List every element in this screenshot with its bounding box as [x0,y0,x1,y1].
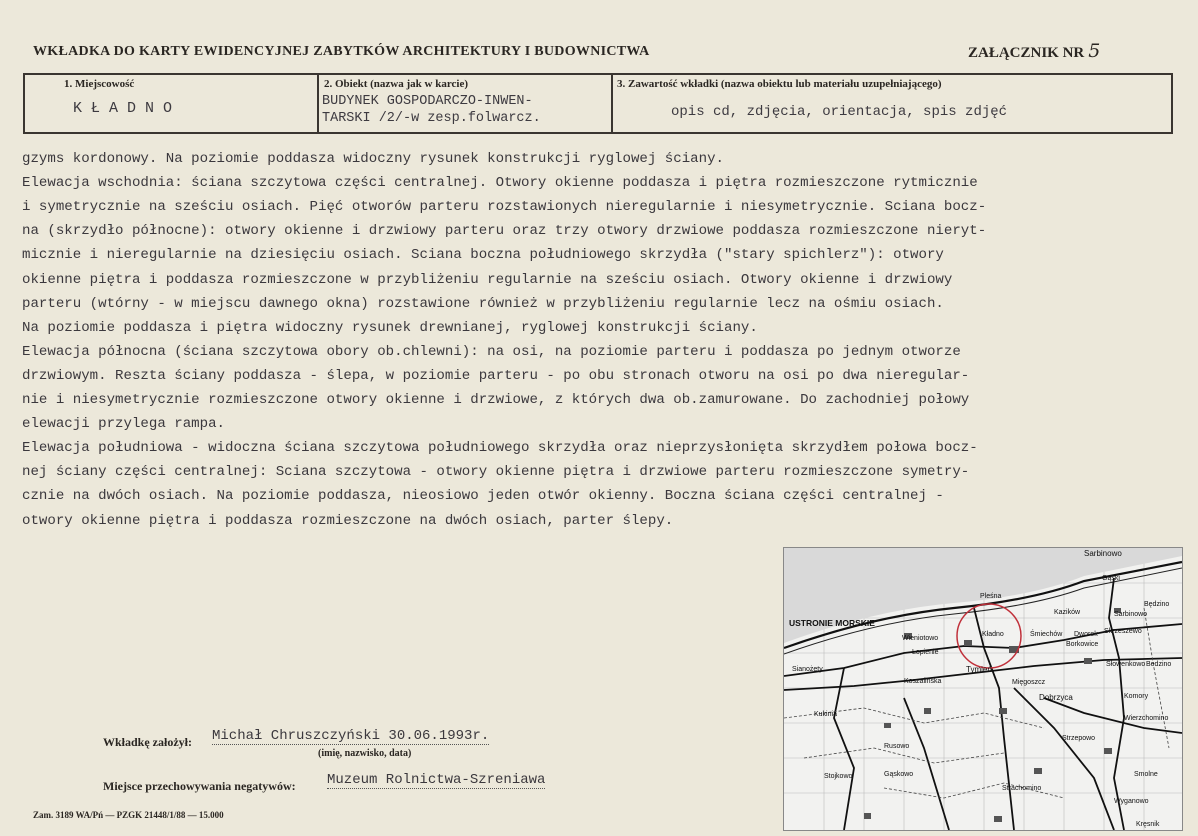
map-label: Kazików [1054,609,1081,616]
map-label: Skrzeszewo [1104,628,1142,635]
map-drawing [784,548,1182,830]
map-label: Kukinia [814,711,837,718]
description-line: nie i niesymetrycznie rozmieszczone otwory okienne i drzwiowe, z których dwa ob.zamurowane. Do zachodniej połowy [22,392,970,408]
map-label: Śmiechów [1030,631,1063,638]
field-divider [23,73,25,133]
description-line: cznie na dwóch osiach. Na poziomie poddasza, nieosiowo jeden otwór okienny. Boczna ściana części centralnej - [22,488,944,505]
field-divider [611,73,613,133]
description-line: Elewacja północna (ściana szczytowa obory ob.chlewni): na osi, na poziomie parteru i poddasza po jednym otworze [22,343,961,360]
map-label: Rusowo [884,743,910,750]
description-line: Elewacja wschodnia: ściana szczytowa części centralnej. Otwory okienne poddasza i piętra rozmieszczone rytmicznie [22,175,978,192]
document-title: WKŁADKA DO KARTY EWIDENCYJNEJ ZABYTKÓW ARCHITEKTURY I BUDOWNICTWA [33,44,650,59]
description-line: nej ściany części centralnej: Sciana szczytowa - otwory okienne piętra i drzwiowe parteru rozmieszczone symetry- [22,464,970,481]
map-label: Kręsnik [1136,821,1160,828]
field-divider [1171,73,1173,133]
annex-label-text: ZAŁĄCZNIK NR [968,45,1085,61]
map-label: Będzino [1144,601,1170,608]
map-label: Bedzino [1146,661,1172,668]
description-line: micznie i nieregularnie na dziesięciu osiach. Sciana boczna południowego skrzydła ("stary spichlerz"): otwory [22,247,944,264]
description-line: gzyms kordonowy. Na poziomie poddasza widoczny rysunek konstrukcji ryglowej ściany. [22,151,724,167]
map-label: Koszalińska [904,678,942,685]
object-value-line2: TARSKI /2/-w zesp.folwarcz. [322,111,541,126]
description-line: Elewacja południowa - widoczna ściana szczytowa południowego skrzydła oraz nieprzysłonięta skrzydłem połowa bocz- [22,440,978,457]
map-label: Gąski [1102,575,1120,582]
locality-label: 1. Miejscowość [64,78,135,90]
map-label: Wyganowo [1114,798,1149,805]
map-label: Wieniotowo [902,635,939,642]
map-label: Gąskowo [884,771,914,778]
map-label: Sarbinowo [1084,549,1122,558]
storage-value: Muzeum Rolnictwa-Szreniawa [327,772,546,788]
founded-value: Michał Chruszczyński 30.06.1993r. [212,728,490,744]
location-map [783,547,1183,831]
description-line: elewacji przylega rampa. [22,416,225,433]
contents-label: 3. Zawartość wkładki (nazwa obiektu lub materiału uzupełniającego) [617,78,942,90]
field-divider [317,73,319,133]
map-label: Stojkowo [824,773,853,780]
founded-sublabel: (imię, nazwisko, data) [318,748,412,759]
description-line: Na poziomie poddasza i piętra widoczny rysunek drewnianej, ryglowej konstrukcji ściany. [22,319,758,336]
description-line: okienne piętra i poddasza rozmieszczone w przybliżeniu regularnie na sześciu osiach. Otwory okienne i drzwiowy [22,271,953,288]
map-label: Strachomino [1002,785,1042,792]
map-label: Łopienie [912,649,939,656]
header-top-rule [23,73,1173,75]
founded-label: Wkładkę założył: [103,735,192,749]
description-line: drzwiowym. Reszta ściany poddasza - ślepa, w poziomie parteru - po obu stronach otworu na osi po dwa nieregular- [22,367,970,384]
map-label: Mięgoszcz [1012,679,1046,686]
map-label: Kładno [982,631,1004,638]
map-label: Sianożęty [792,666,823,673]
contents-value: opis cd, zdjęcia, orientacja, spis zdjęć [671,104,1008,120]
header-bottom-rule [23,132,1173,134]
map-label: Komory [1124,693,1149,700]
map-label: USTRONIE MORSKIE [789,618,875,628]
description-line: otwory okienne piętra i poddasza rozmieszczone na dwóch osiach, parter ślepy. [22,512,674,529]
description-line: na (skrzydło północne): otwory okienne i drzwiowy parteru oraz trzy otwory drzwiowe poddasza rozmieszczone nieryt- [22,223,987,240]
storage-label: Miejsce przechowywania negatywów: [103,779,296,793]
description-line: i symetrycznie na sześciu osiach. Pięć otworów parteru rozstawionych nieregularnie i niesymetrycznie. Sciana bocz- [22,199,987,216]
locality-value: K Ł A D N O [73,100,173,117]
map-label: Dobrzyca [1039,693,1073,702]
map-label: Strzepowo [1062,735,1096,742]
annex-number: 5 [1088,40,1101,62]
description-line: parteru (wtórny - w miejscu dawnego okna) rozstawione również w przybliżeniu regularnie lecz na ośmiu osiach. [22,295,944,312]
map-label: Sarbinowo [1114,611,1148,618]
map-label: Pleśna [980,593,1002,600]
map-label: Wierzchomino [1124,715,1169,722]
map-label: Dworek [1074,631,1098,638]
map-label: Smolne [1134,771,1158,778]
object-label: 2. Obiekt (nazwa jak w karcie) [324,78,469,90]
object-value-line1: BUDYNEK GOSPODARCZO-INWEN- [322,94,533,109]
print-footer: Zam. 3189 WA/Pń — PZGK 21448/1/88 — 15.000 [33,810,224,820]
map-label: Słowenkowo [1106,661,1146,668]
annex-label [968,40,1100,62]
map-label: Borkowice [1066,641,1099,648]
map-label: Tymień [966,665,992,674]
